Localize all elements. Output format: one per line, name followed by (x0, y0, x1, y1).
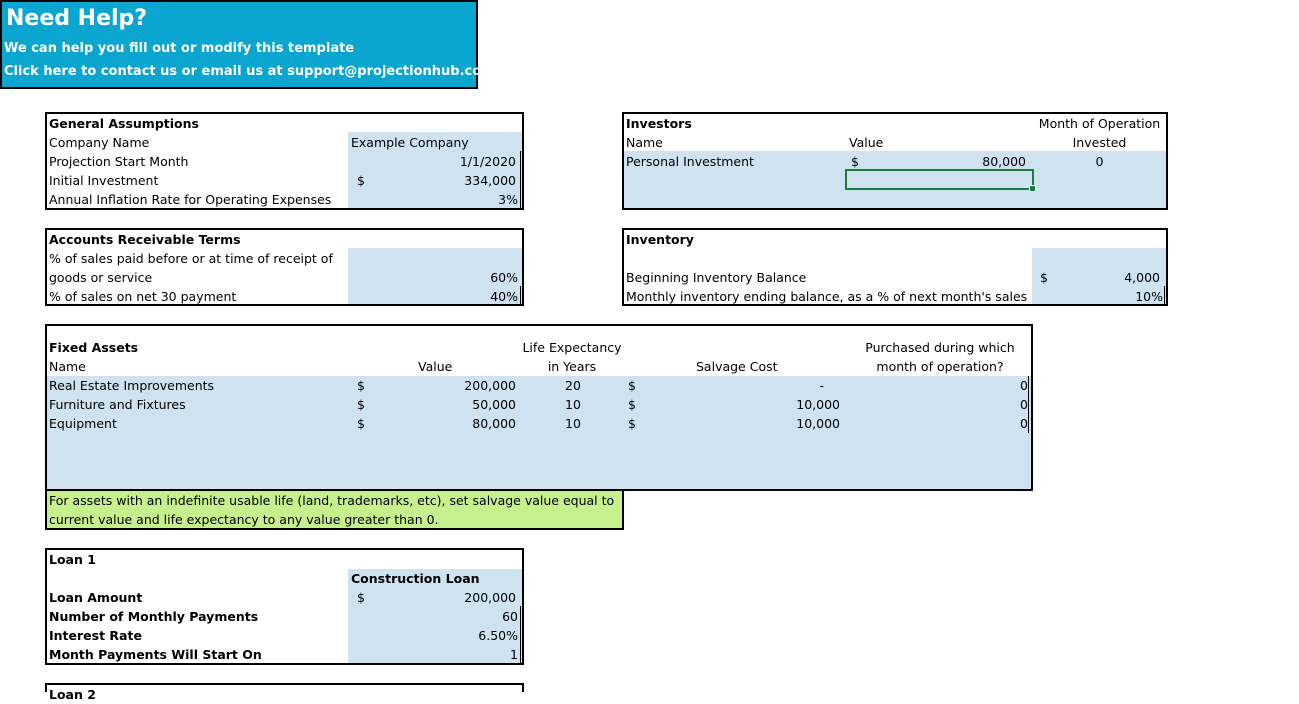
general-label-company: Company Name (49, 135, 150, 150)
investor-value-cell[interactable]: 80,000 (982, 154, 1026, 169)
asset-name-cell[interactable]: Equipment (49, 416, 117, 431)
investors-col-month-2: Invested (1072, 135, 1127, 150)
ar-label-1a: % of sales paid before or at time of receipt of (49, 251, 333, 266)
inventory-percent-cell[interactable]: 10% (1135, 289, 1163, 304)
asset-name-cell[interactable]: Real Estate Improvements (49, 378, 215, 393)
currency-symbol: $ (357, 173, 365, 188)
currency-symbol: $ (1040, 270, 1048, 285)
cell-border (520, 151, 521, 208)
loan1-header: Loan 1 (49, 552, 96, 567)
inventory-label-1: Beginning Inventory Balance (626, 270, 807, 285)
currency-symbol: $ (628, 397, 636, 412)
fixed-assets-col-salvage: Salvage Cost (696, 359, 778, 374)
loan1-label-amount: Loan Amount (49, 590, 143, 605)
asset-name-cell[interactable]: Furniture and Fixtures (49, 397, 186, 412)
investors-header: Investors (626, 116, 692, 131)
help-title: Need Help? (6, 6, 148, 31)
investor-name-cell[interactable]: Personal Investment (626, 154, 754, 169)
asset-life-cell[interactable]: 10 (565, 416, 581, 431)
loan1-label-start: Month Payments Will Start On (49, 647, 262, 662)
ar-paid-upfront-cell[interactable]: 60% (490, 270, 518, 285)
investor-month-cell[interactable]: 0 (1095, 154, 1104, 169)
cell-border (520, 286, 521, 305)
asset-month-cell[interactable]: 0 (1020, 416, 1028, 431)
currency-symbol: $ (628, 378, 636, 393)
loan1-start-cell[interactable]: 1 (510, 647, 518, 662)
inventory-beginning-cell[interactable]: 4,000 (1124, 270, 1160, 285)
initial-investment-cell[interactable]: 334,000 (464, 173, 516, 188)
cell-border (1028, 376, 1029, 433)
help-subtitle: We can help you fill out or modify this template (4, 41, 355, 56)
currency-symbol: $ (851, 154, 859, 169)
inflation-rate-cell[interactable]: 3% (498, 192, 518, 207)
loan2-box (45, 683, 524, 702)
asset-salvage-cell[interactable]: 10,000 (796, 397, 840, 412)
investors-col-month-1: Month of Operation (1038, 116, 1161, 131)
ar-label-2: % of sales on net 30 payment (49, 289, 237, 304)
asset-value-cell[interactable]: 200,000 (464, 378, 516, 393)
currency-symbol: $ (357, 416, 365, 431)
loan1-label-rate: Interest Rate (49, 628, 142, 643)
fixed-assets-note-line-2: current value and life expectancy to any value greater than 0. (49, 512, 439, 527)
currency-symbol: $ (357, 378, 365, 393)
inventory-label-2: Monthly inventory ending balance, as a % of next month's sales (626, 289, 1028, 304)
loan1-rate-cell[interactable]: 6.50% (478, 628, 518, 643)
asset-value-cell[interactable]: 50,000 (472, 397, 516, 412)
help-contact-link[interactable]: Click here to contact us or email us at support@projectionhub.com (4, 64, 495, 79)
fixed-assets-header: Fixed Assets (49, 340, 139, 355)
fixed-assets-note-line-1: For assets with an indefinite usable life (land, trademarks, etc), set salvage value equal to (49, 493, 615, 508)
fixed-assets-col-life-1: Life Expectancy (522, 340, 622, 355)
investors-col-name: Name (626, 135, 663, 150)
asset-salvage-cell[interactable]: - (819, 378, 824, 393)
loan1-label-payments: Number of Monthly Payments (49, 609, 259, 624)
general-header: General Assumptions (49, 116, 199, 131)
loan2-header: Loan 2 (49, 687, 96, 702)
cell-border (1164, 286, 1165, 305)
asset-salvage-cell[interactable]: 10,000 (796, 416, 840, 431)
general-label-start-month: Projection Start Month (49, 154, 189, 169)
fixed-assets-col-month-2: month of operation? (876, 359, 1004, 374)
start-month-cell[interactable]: 1/1/2020 (459, 154, 516, 169)
general-label-initial-investment: Initial Investment (49, 173, 159, 188)
cell-border (520, 606, 521, 663)
asset-month-cell[interactable]: 0 (1020, 397, 1028, 412)
asset-value-cell[interactable]: 80,000 (472, 416, 516, 431)
inventory-header: Inventory (626, 232, 694, 247)
currency-symbol: $ (357, 397, 365, 412)
currency-symbol: $ (628, 416, 636, 431)
loan1-amount-cell[interactable]: 200,000 (464, 590, 516, 605)
ar-header: Accounts Receivable Terms (49, 232, 241, 247)
ar-net30-cell[interactable]: 40% (490, 289, 518, 304)
investors-col-value: Value (849, 135, 884, 150)
currency-symbol: $ (357, 590, 365, 605)
asset-life-cell[interactable]: 10 (565, 397, 581, 412)
fixed-assets-col-life-2: in Years (547, 359, 597, 374)
company-name-cell[interactable]: Example Company (351, 135, 469, 150)
asset-life-cell[interactable]: 20 (565, 378, 581, 393)
ar-label-1b: goods or service (49, 270, 153, 285)
loan1-payments-cell[interactable]: 60 (502, 609, 518, 624)
fixed-assets-col-value: Value (418, 359, 453, 374)
general-label-inflation: Annual Inflation Rate for Operating Expenses (49, 192, 332, 207)
selected-cell-cursor[interactable] (845, 169, 1034, 190)
fixed-assets-col-name: Name (49, 359, 86, 374)
fixed-assets-col-month-1: Purchased during which (865, 340, 1015, 355)
help-banner[interactable] (0, 0, 495, 89)
loan1-name-cell[interactable]: Construction Loan (351, 571, 480, 586)
asset-month-cell[interactable]: 0 (1020, 378, 1028, 393)
